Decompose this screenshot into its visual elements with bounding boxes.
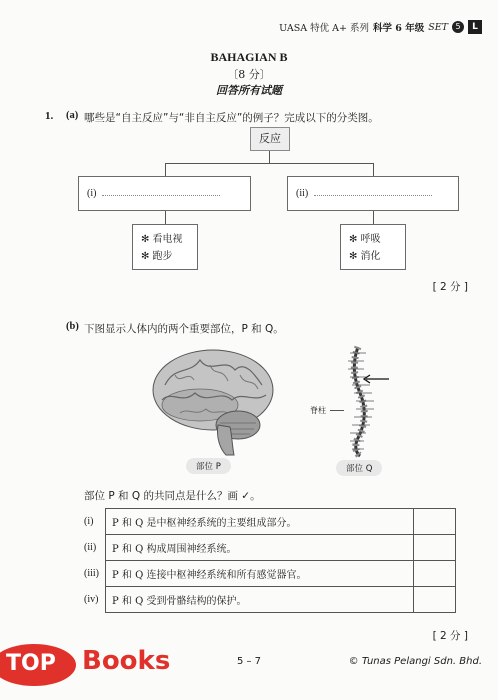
arrow-icon: [362, 374, 390, 384]
page-header: [279, 20, 482, 34]
label-pointer-line: [330, 410, 344, 411]
option-number: (iii): [84, 568, 99, 579]
example-item: ✻ 看电视: [141, 234, 183, 245]
topbooks-watermark: [0, 640, 180, 680]
section-title: BAHAGIAN B: [210, 50, 288, 64]
publisher-logo: L: [468, 20, 482, 34]
option-text: P 和 Q 是中枢神经系统的主要组成部分。: [106, 509, 414, 535]
part-b-label: (b): [66, 321, 79, 332]
examples-box-ii: [340, 224, 406, 270]
brand-top-text: TOP: [6, 651, 56, 676]
section-instruction: 回答所有试题: [216, 84, 282, 97]
option-text: P 和 Q 受到骨骼结构的保护。: [106, 587, 414, 613]
category-box-ii[interactable]: [287, 176, 459, 211]
caption-part-q: 部位 Q: [336, 460, 382, 476]
question-number: 1.: [45, 110, 54, 122]
part-b-marks: [ 2 分 ]: [432, 630, 468, 642]
option-number: (iv): [84, 594, 99, 605]
spine-label: 脊柱: [310, 406, 326, 415]
table-row: [78, 535, 456, 561]
part-b-text: 下图显示人体内的两个重要部位，P 和 Q。: [84, 323, 284, 335]
part-a-text: 哪些是“自主反应”与“非自主反应”的例子？完成以下的分类图。: [84, 112, 379, 124]
part-a-marks: [ 2 分 ]: [432, 281, 468, 293]
example-item: ✻ 消化: [349, 251, 381, 262]
tick-box[interactable]: [414, 509, 456, 535]
table-row: [78, 509, 456, 535]
set-label: SET: [428, 21, 448, 33]
set-number-badge: 5: [452, 21, 464, 33]
category-box-i[interactable]: [78, 176, 251, 211]
option-text: P 和 Q 构成周围神经系统。: [106, 535, 414, 561]
page-number: 5 – 7: [236, 656, 262, 667]
brain-illustration: [150, 345, 280, 457]
table-row: [78, 561, 456, 587]
answer-line-ii[interactable]: [314, 187, 432, 196]
table-row: [78, 587, 456, 613]
connector-line: [165, 163, 374, 164]
brand-books-text: Books: [82, 646, 171, 676]
option-text: P 和 Q 连接中枢神经系统和所有感觉器官。: [106, 561, 414, 587]
category-i-label: (i): [87, 188, 97, 199]
section-marks: 〔8 分〕: [227, 68, 271, 81]
tick-box[interactable]: [414, 535, 456, 561]
example-item: ✻ 跑步: [141, 251, 173, 262]
example-item: ✻ 呼吸: [349, 234, 381, 245]
part-b-question: 部位 P 和 Q 的共同点是什么？画 ✓。: [84, 490, 261, 502]
subject-label: 科学 6 年级: [372, 23, 425, 34]
category-ii-label: (ii): [296, 188, 309, 199]
option-number: (i): [84, 516, 94, 527]
tick-box[interactable]: [414, 587, 456, 613]
connector-line: [373, 163, 374, 176]
tick-box[interactable]: [414, 561, 456, 587]
series-label: UASA 特优 A+ 系列: [279, 23, 369, 34]
root-node-reaction: 反应: [250, 127, 290, 151]
connector-line: [165, 211, 166, 224]
publisher-credit: © Tunas Pelangi Sdn. Bhd.: [348, 656, 482, 667]
examples-box-i: [132, 224, 198, 270]
connector-line: [165, 163, 166, 176]
option-number: (ii): [84, 542, 97, 553]
answer-line-i[interactable]: [102, 187, 220, 196]
connector-line: [373, 211, 374, 224]
part-a-label: (a): [66, 110, 79, 121]
options-table: [78, 508, 456, 613]
spine-illustration: [330, 343, 390, 458]
caption-part-p: 部位 P: [186, 458, 231, 474]
